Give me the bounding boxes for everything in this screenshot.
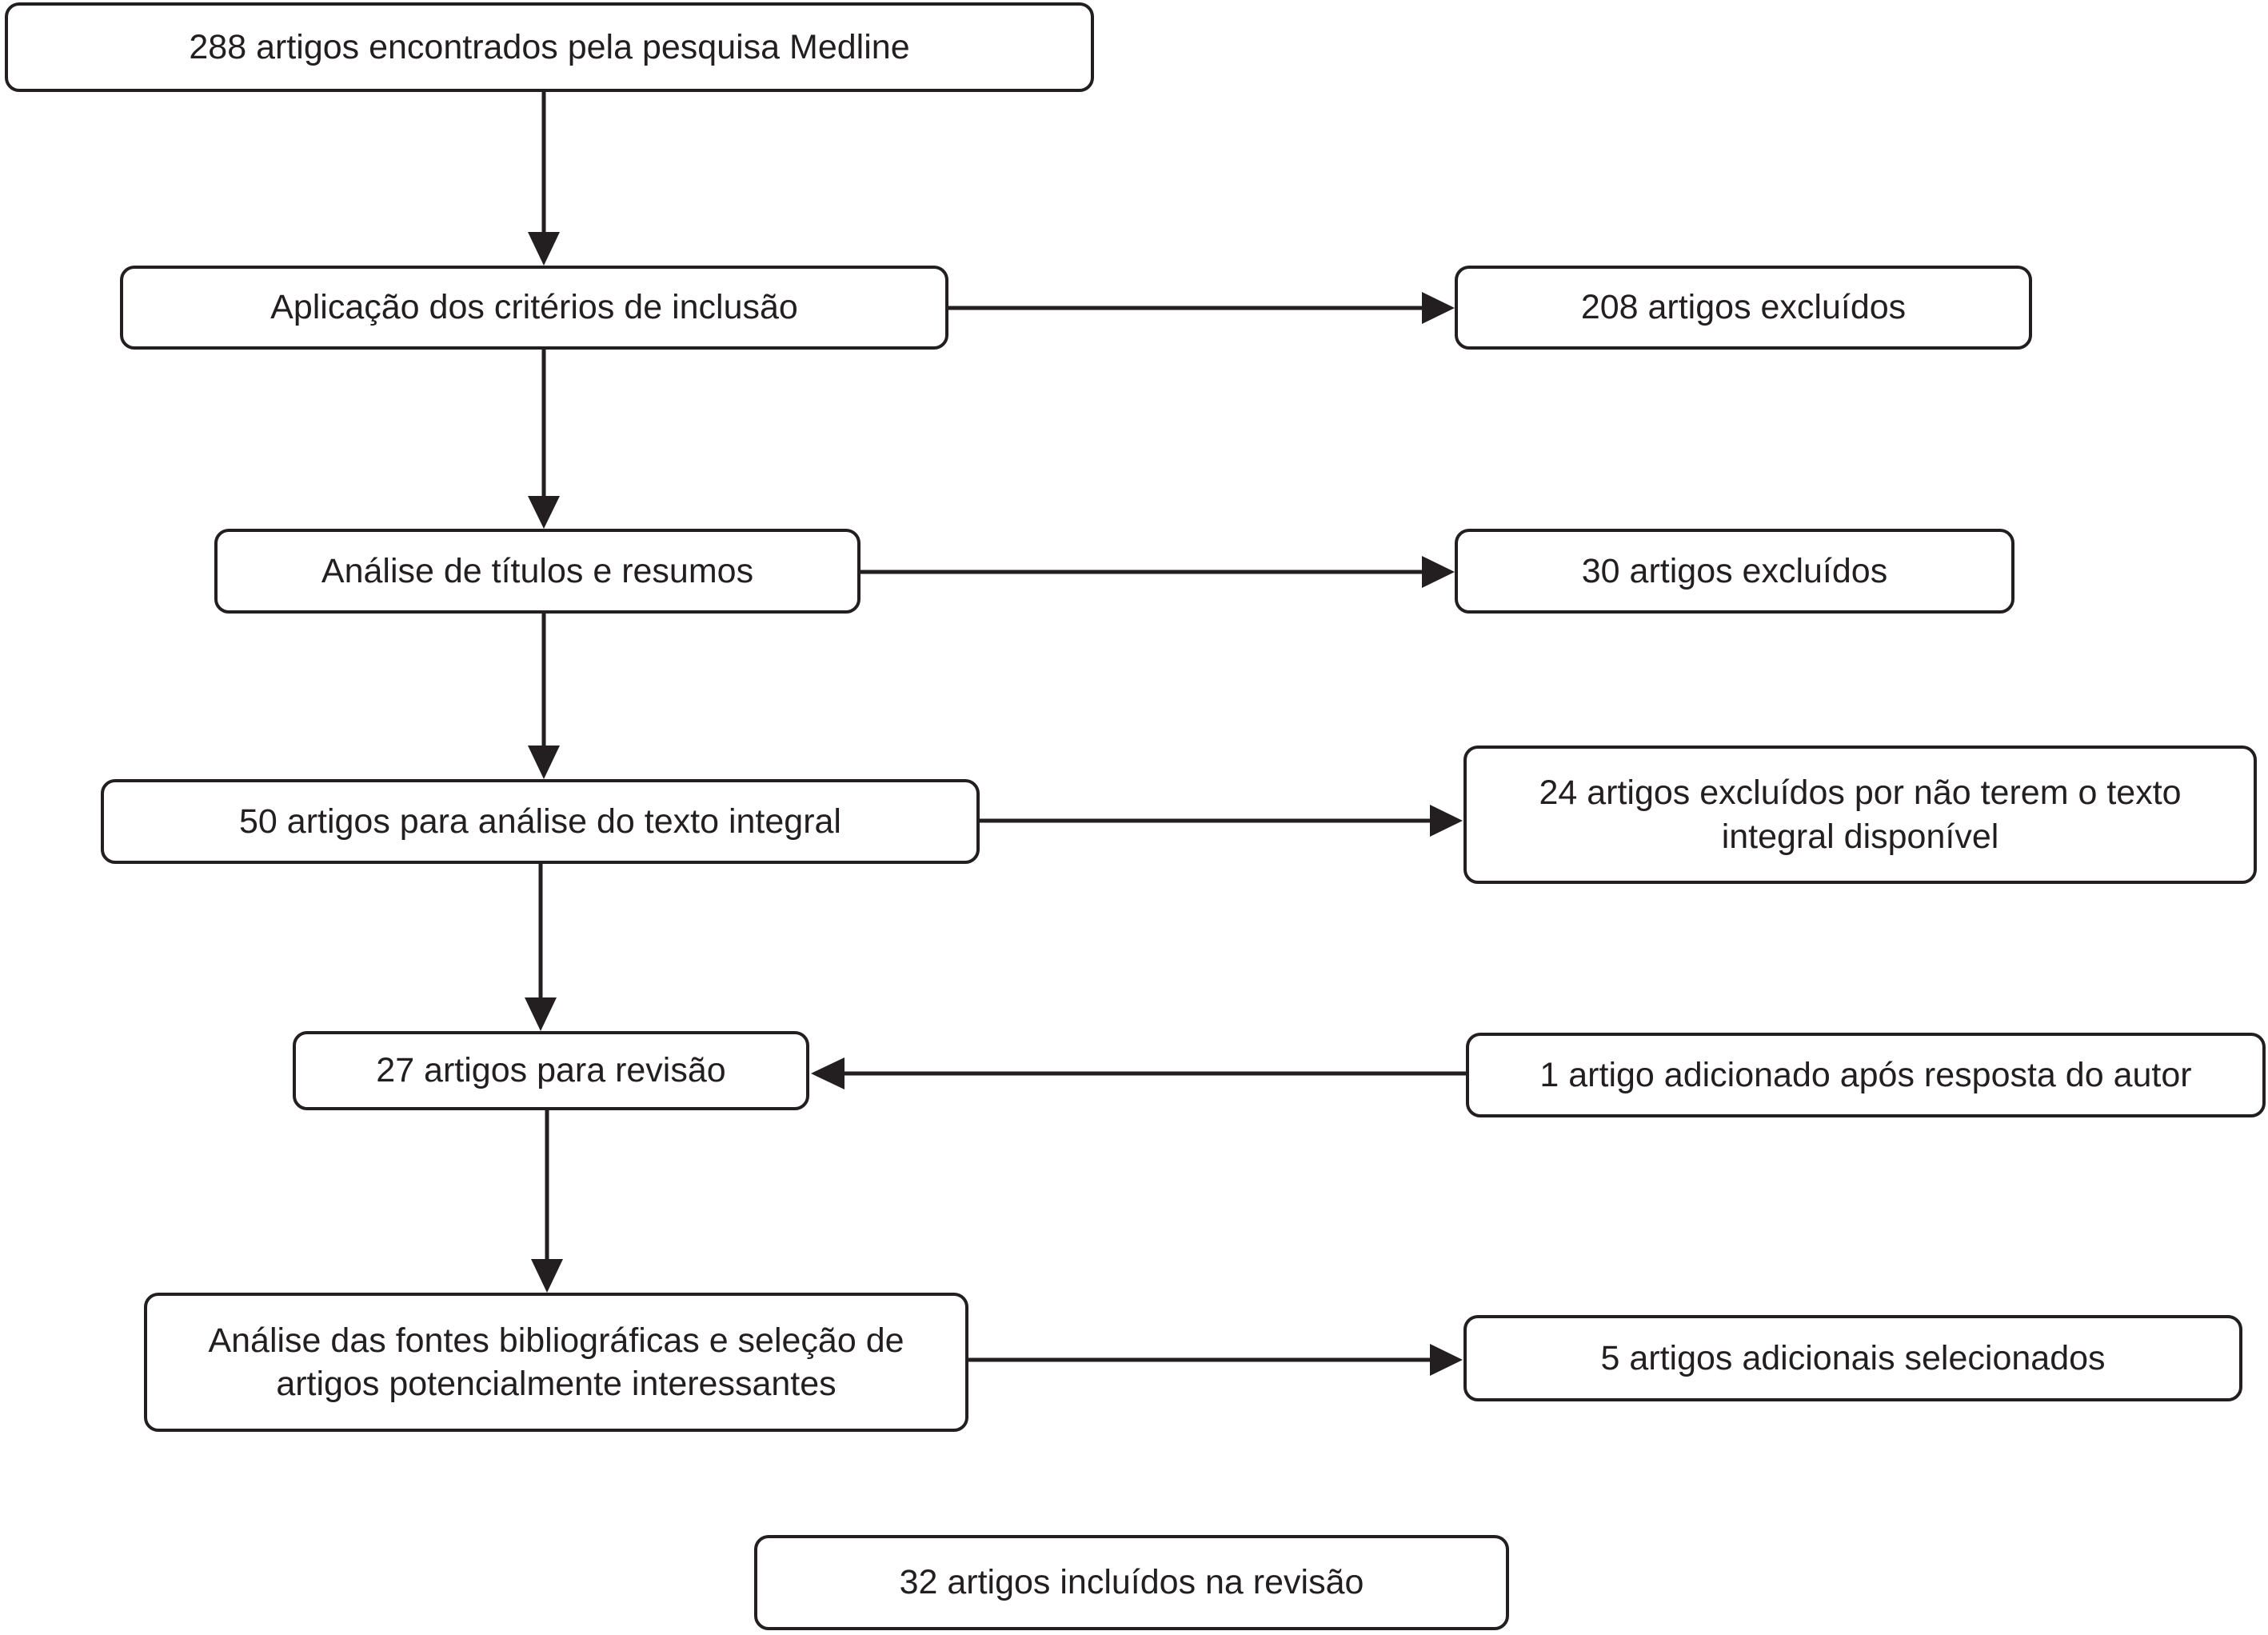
flow-node-label: 208 artigos excluídos	[1580, 288, 1907, 327]
flow-node-label: Análise das fontes bibliográficas e seleção de artigos potencialmente interessantes	[208, 1321, 904, 1403]
flow-node-excluded-24-no-fulltext	[1463, 746, 2257, 884]
flow-node-label: 1 artigo adicionado após resposta do autor	[1539, 1055, 2192, 1094]
flow-node-label: Aplicação dos critérios de inclusão	[270, 288, 798, 327]
arrow-biblio-to-additional5	[968, 1344, 1463, 1376]
flow-node-label: 27 artigos para revisão	[376, 1051, 726, 1090]
arrow-inclusion-to-titles	[528, 348, 560, 529]
flow-node-excluded-30	[1455, 529, 2014, 614]
arrow-fulltext-to-review27	[525, 862, 557, 1031]
flow-node-inclusion-criteria	[120, 266, 948, 350]
flow-node-bibliographic-sources	[144, 1293, 968, 1432]
flow-node-titles-abstracts	[214, 529, 860, 614]
flow-node-label: Análise de títulos e resumos	[321, 551, 754, 590]
arrow-fulltext-to-excluded24	[980, 805, 1463, 837]
arrow-review27-to-biblio	[531, 1109, 563, 1293]
flow-node-medline-found	[5, 2, 1094, 92]
arrow-added1-to-review27	[811, 1057, 1466, 1089]
flow-node-review-27	[293, 1031, 809, 1110]
arrow-titles-to-excluded30	[860, 556, 1455, 588]
flow-node-label: 288 artigos encontrados pela pesquisa Medline	[189, 27, 910, 66]
arrow-found-to-inclusion	[528, 90, 560, 266]
flow-node-label: 24 artigos excluídos por não terem o texto integral disponível	[1539, 774, 2182, 856]
arrow-inclusion-to-excluded208	[948, 292, 1455, 324]
flow-node-label: 32 artigos incluídos na revisão	[899, 1563, 1364, 1602]
arrow-titles-to-fulltext	[528, 612, 560, 779]
flow-node-fulltext-analysis	[101, 779, 980, 864]
flow-node-label: 30 artigos excluídos	[1581, 551, 1888, 590]
flow-node-included-32	[754, 1535, 1509, 1630]
flow-node-additional-5-selected	[1463, 1315, 2242, 1401]
flow-node-label: 50 artigos para análise do texto integral	[239, 802, 841, 841]
flow-node-excluded-208	[1455, 266, 2032, 350]
flow-node-added-1-author-reply	[1466, 1033, 2266, 1117]
flow-node-label: 5 artigos adicionais selecionados	[1600, 1338, 2106, 1377]
